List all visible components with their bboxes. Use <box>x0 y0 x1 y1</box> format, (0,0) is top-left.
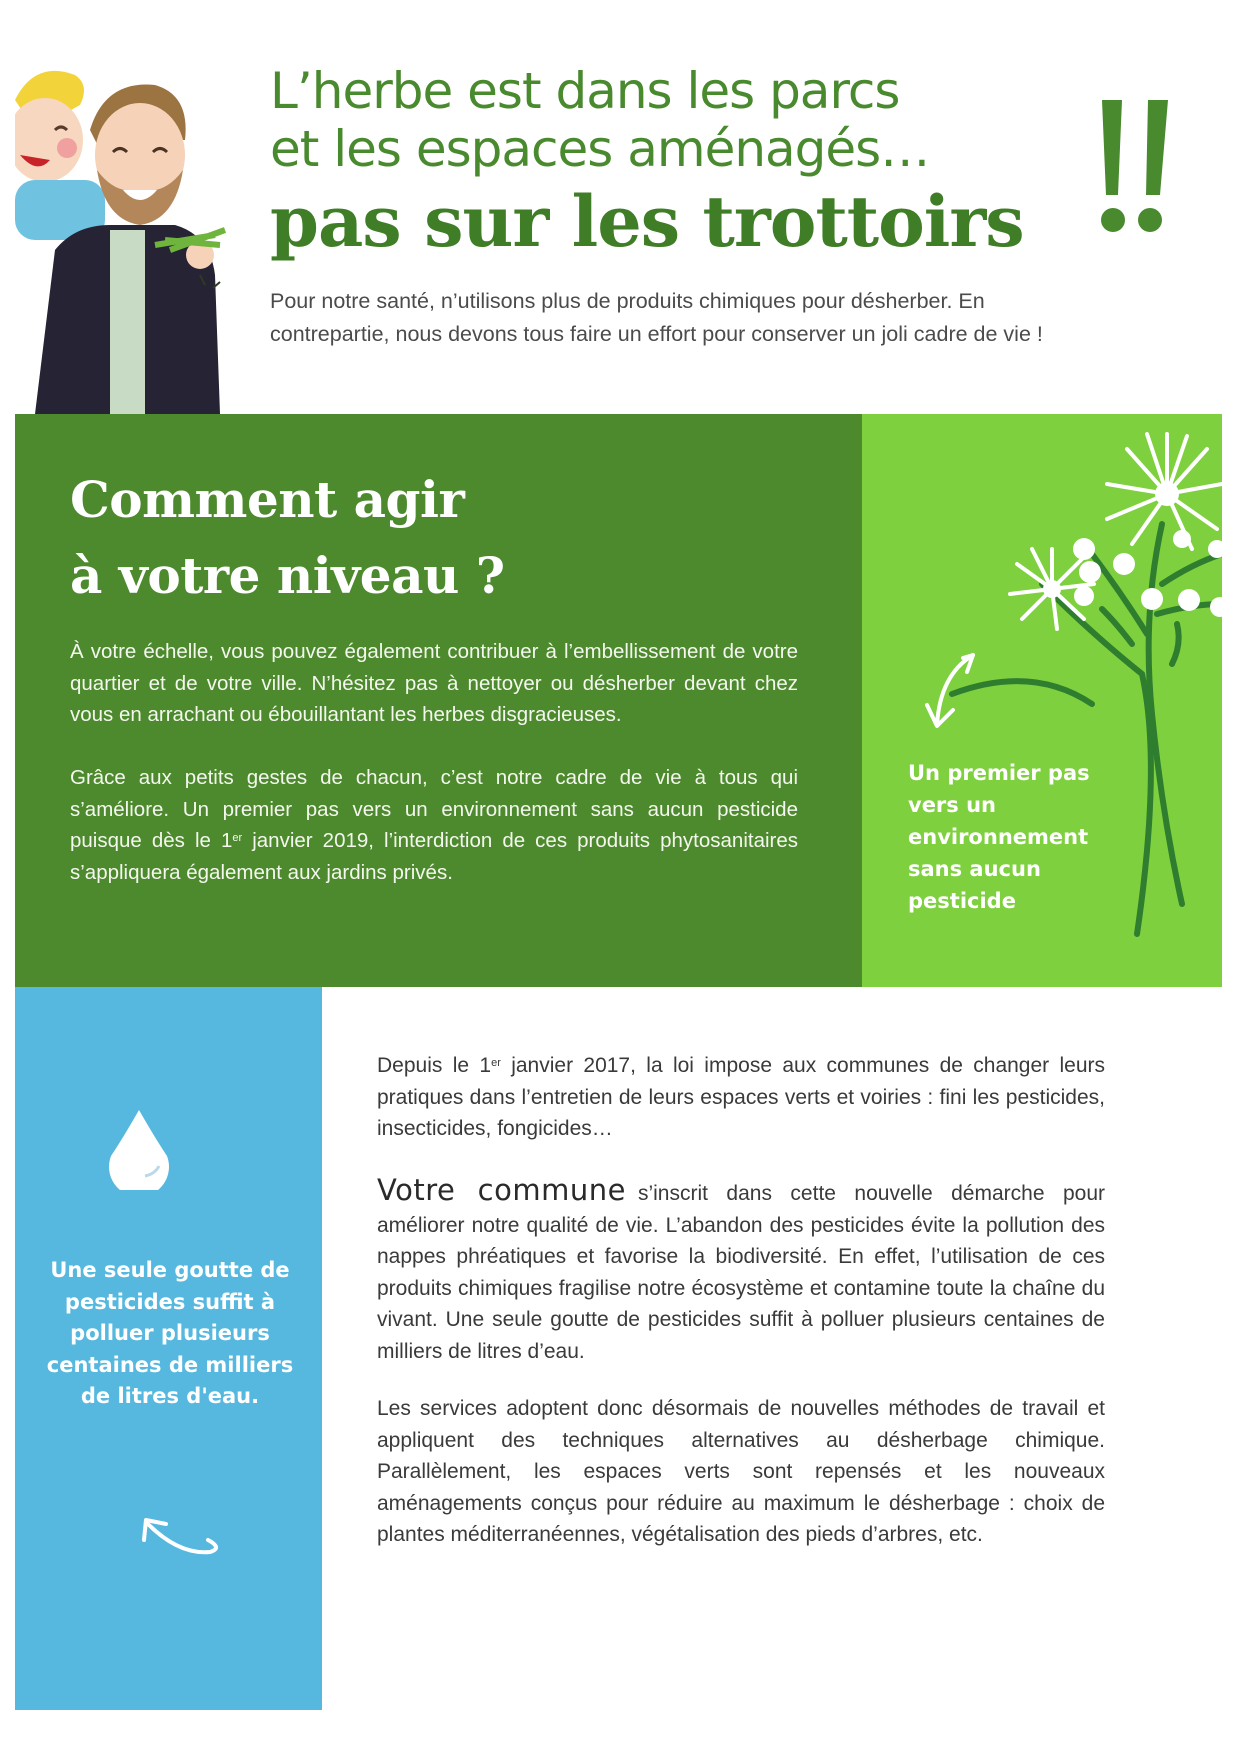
how-to-act-title-line-1: Comment agir <box>70 470 465 529</box>
headline-line-2: et les espaces aménagés… <box>270 120 930 178</box>
curved-arrow-up-icon <box>138 1510 228 1570</box>
how-to-act-title <box>70 462 505 614</box>
water-pollution-callout: Une seule goutte de pesticides suffit à polluer plusieurs centaines de milliers de litres d'eau. <box>46 1258 294 1408</box>
paragraph-text: janvier 2019, l’interdiction de ces produits phytosanitaires s’appliquera également aux jardins privés. <box>70 829 798 884</box>
how-to-act-title-line-2: à votre niveau ? <box>70 546 505 605</box>
double-exclamation-icon <box>1090 95 1180 245</box>
services-paragraph: Les services adoptent donc désormais de nouvelles méthodes de travail et appliquent des techniques alternatives au désherbage chimique. Parallèlement, les espaces verts sont repensés et les nouveaux aménagements conçus pour réduire au maximum le désherbage : choix de plantes méditerranéennes, végétalisation des pieds d’arbres, etc. <box>377 1397 1105 1546</box>
paragraph-text: janvier 2017, la loi impose aux communes de changer leurs pratiques dans l’entretien de leurs espaces verts et voiries : fini les pesticides, insecticides, fongicides… <box>377 1054 1106 1140</box>
headline-line-3: pas sur les trottoirs <box>270 180 1024 263</box>
commune-lead: Votre commune <box>377 1173 626 1207</box>
pesticide-free-callout: Un premier pas vers un environnement sans aucun pesticide <box>908 761 1090 913</box>
how-to-act-paragraph-2 <box>70 762 798 888</box>
commune-paragraph <box>377 1175 1105 1367</box>
how-to-act-paragraph-1: À votre échelle, vous pouvez également contribuer à l’embellissement de votre quartier et de votre ville. N’hésitez pas à nettoyer ou désherber devant chez vous en arrachant ou ébouillantant les herbes disgracieuses. <box>70 640 798 726</box>
paragraph-text: Depuis le 1 <box>377 1054 492 1077</box>
ordinal-superscript: er <box>491 1057 501 1069</box>
water-drop-icon <box>105 1108 173 1190</box>
intro-text: Pour notre santé, n’utilisons plus de produits chimiques pour désherber. En contrepartie, nous devons tous faire un effort pour conserver un joli cadre de vie ! <box>270 289 1043 346</box>
headline-line-1: L’herbe est dans les parcs <box>270 62 900 120</box>
curved-arrow-down-icon <box>925 650 985 735</box>
paragraph-text: s’inscrit dans cette nouvelle démarche pour améliorer notre qualité de vie. L’abandon des pesticides évite la pollution des nappes phréatiques et favorise la biodiversité. En effet, l’utilisation de ces produits chimiques fragilise notre écosystème et contamine toute la chaîne du vivant. Une seule goutte de pesticides suffit à polluer plusieurs centaines de milliers de litres d’eau. <box>377 1182 1105 1363</box>
father-child-illustration <box>15 60 265 414</box>
ordinal-superscript: er <box>232 832 243 844</box>
paragraph-text: Grâce aux petits gestes de chacun, c’est notre cadre de vie à tous qui s’améliore. Un premier pas vers un environnement sans aucun pesticide puisque dès le 1 <box>70 766 798 852</box>
law-paragraph <box>377 1050 1105 1145</box>
